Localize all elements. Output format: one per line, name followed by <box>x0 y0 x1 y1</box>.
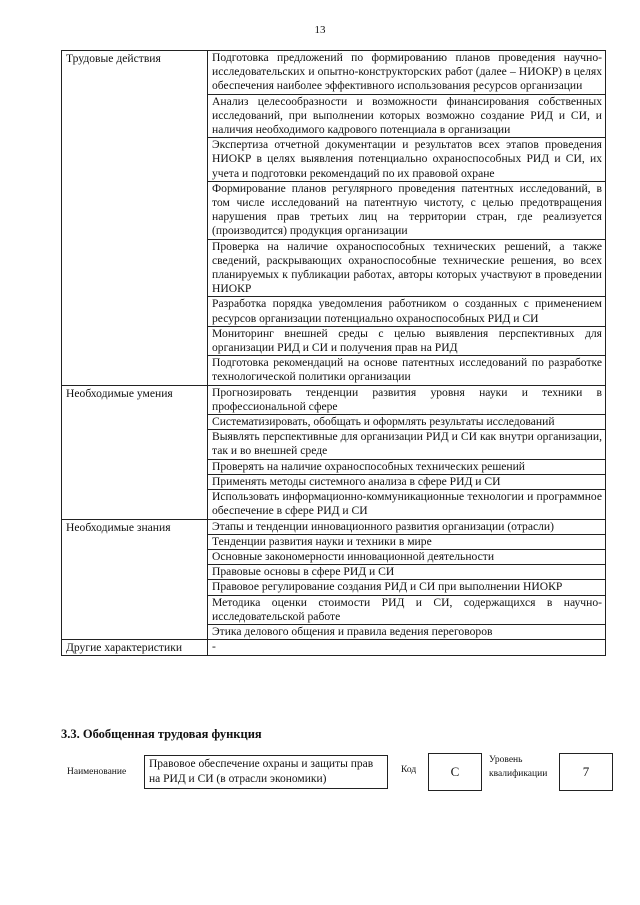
table-cell: Основные закономерности инновационной деятельности <box>208 549 606 564</box>
table-cell: Этапы и тенденции инновационного развития организации (отрасли) <box>208 519 606 534</box>
table-cell: Мониторинг внешней среды с целью выявления перспективных для организации РИД и СИ и получения прав на РИД <box>208 326 606 355</box>
table-cell: Тенденции развития науки и техники в мире <box>208 534 606 549</box>
table-cell: Этика делового общения и правила ведения переговоров <box>208 624 606 639</box>
table-cell: Подготовка рекомендаций на основе патентных исследований по разработке технологической политики организации <box>208 356 606 385</box>
table-row <box>62 519 606 534</box>
table-cell: - <box>208 640 606 656</box>
table-row <box>62 640 606 656</box>
table-cell: Проверять на наличие охраноспособных технических решений <box>208 459 606 474</box>
section-title: 3.3. Обобщенная трудовая функция <box>61 727 262 741</box>
table-row <box>62 51 606 95</box>
table-row <box>62 385 606 414</box>
table-cell: Анализ целесообразности и возможности финансирования собственных исследований, при выполнении которых возможно создание РИД и СИ, и наличия необходимого кадрового потенциала в организации <box>208 94 606 138</box>
code-value-box: С <box>428 753 482 791</box>
generalized-function-row <box>61 753 611 793</box>
section-heading: Трудовые действия <box>62 51 208 386</box>
table-cell: Разработка порядка уведомления работником о созданных с применением ресурсов организации потенциально охраноспособных РИД и СИ <box>208 297 606 326</box>
name-label: Наименование <box>67 767 127 777</box>
code-label: Код <box>401 765 417 775</box>
level-label-line2: квалификации <box>489 769 548 779</box>
table-cell: Формирование планов регулярного проведения патентных исследований, в том числе исследований на патентную чистоту, с целью предотвращения нарушения прав третьих лиц на территории стран, где реализуется (производится) продукция организации <box>208 181 606 239</box>
page-number: 13 <box>314 24 326 36</box>
table-cell: Подготовка предложений по формированию планов проведения научно-исследовательских и опытно-конструкторских работ (далее – НИОКР) в целях обеспечения наиболее эффективного использования ресурсов организации <box>208 51 606 95</box>
section-heading: Необходимые умения <box>62 385 208 519</box>
table-cell: Применять методы системного анализа в сфере РИД и СИ <box>208 474 606 489</box>
table-cell: Проверка на наличие охраноспособных технических решений, а также сведений, раскрывающих охраноспособные технические решения, во всех планируемых к публикации работах, авторы которых участвуют в проведении НИОКР <box>208 239 606 297</box>
section-heading: Другие характеристики <box>62 640 208 656</box>
labor-functions-table <box>61 50 606 656</box>
table-cell: Прогнозировать тенденции развития уровня науки и техники в профессиональной сфере <box>208 385 606 414</box>
level-label-line1: Уровень <box>489 755 523 765</box>
section-heading: Необходимые знания <box>62 519 208 640</box>
table-cell: Правовое регулирование создания РИД и СИ при выполнении НИОКР <box>208 580 606 595</box>
table-cell: Систематизировать, обобщать и оформлять результаты исследований <box>208 415 606 430</box>
table-cell: Экспертиза отчетной документации и результатов всех этапов проведения НИОКР в целях выявления потенциально охраноспособных РИД и СИ, их учета и подготовки рекомендаций по их правовой охране <box>208 138 606 182</box>
level-value-box: 7 <box>559 753 613 791</box>
table-cell: Методика оценки стоимости РИД и СИ, содержащихся в научно-исследовательской работе <box>208 595 606 624</box>
table-cell: Выявлять перспективные для организации РИД и СИ как внутри организации, так и во внешней среде <box>208 430 606 459</box>
table-cell: Использовать информационно-коммуникационные технологии и программное обеспечение в сфере РИД и СИ <box>208 490 606 519</box>
function-name-box: Правовое обеспечение охраны и защиты прав на РИД и СИ (в отрасли экономики) <box>144 755 388 789</box>
table-cell: Правовые основы в сфере РИД и СИ <box>208 565 606 580</box>
